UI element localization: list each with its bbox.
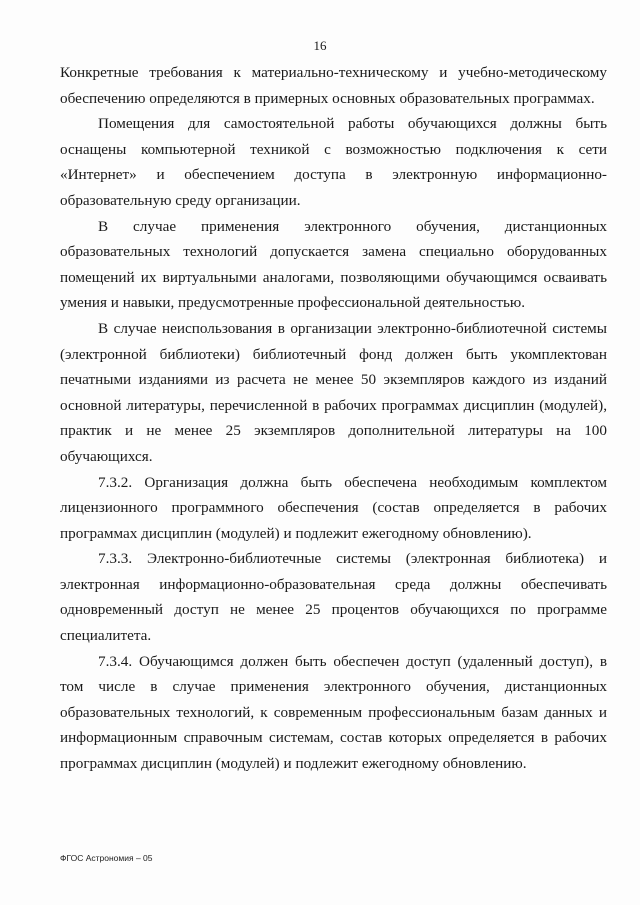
paragraph-7-3-4: 7.3.4. Обучающимся должен быть обеспечен доступ (удаленный доступ), в том числе в случае применения электронного обучения, дистанционных образовательных технологий, к современным профессиональным базам данных и информационным справочным системам, состав которых определяется в рабочих программах дисциплин (модулей) и подлежит ежегодному обновлению. <box>60 652 607 773</box>
paragraph-e-learning: В случае применения электронного обучения, дистанционных образовательных технологий допускается замена специально оборудованных помещений их виртуальными аналогами, позволяющими обучающимся осваивать умения и навыки, предусмотренные профессиональной деятельностью. <box>60 217 607 312</box>
paragraph-requirements: Конкретные требования к материально-техническому и учебно-методическому обеспечению определяются в примерных основных образовательных программах. <box>60 64 607 107</box>
paragraph-7-3-3: 7.3.3. Электронно-библиотечные системы (электронная библиотека) и электронная информационно-образовательная среда должны обеспечивать одновременный доступ не менее 25 процентов обучающихся по программе специалитета. <box>60 550 607 645</box>
paragraph-7-3-2: 7.3.2. Организация должна быть обеспечена необходимым комплектом лицензионного программного обеспечения (состав определяется в рабочих программах дисциплин (модулей) и подлежит ежегодному обновлению). <box>60 473 607 542</box>
document-body <box>60 60 607 777</box>
footer-label: ФГОС Астрономия – 05 <box>60 853 153 863</box>
paragraph-library-fund: В случае неиспользования в организации электронно-библиотечной системы (электронной библиотеки) библиотечный фонд должен быть укомплектован печатными изданиями из расчета не менее 50 экземпляров каждого из изданий основной литературы, перечисленной в рабочих программах дисциплин (модулей), практик и не менее 25 экземпляров дополнительной литературы на 100 обучающихся. <box>60 319 607 465</box>
page-number: 16 <box>313 38 327 53</box>
paragraph-self-study-rooms: Помещения для самостоятельной работы обучающихся должны быть оснащены компьютерной техникой с возможностью подключения к сети «Интернет» и обеспечением доступа в электронную информационно-образовательную среду организации. <box>60 115 607 209</box>
